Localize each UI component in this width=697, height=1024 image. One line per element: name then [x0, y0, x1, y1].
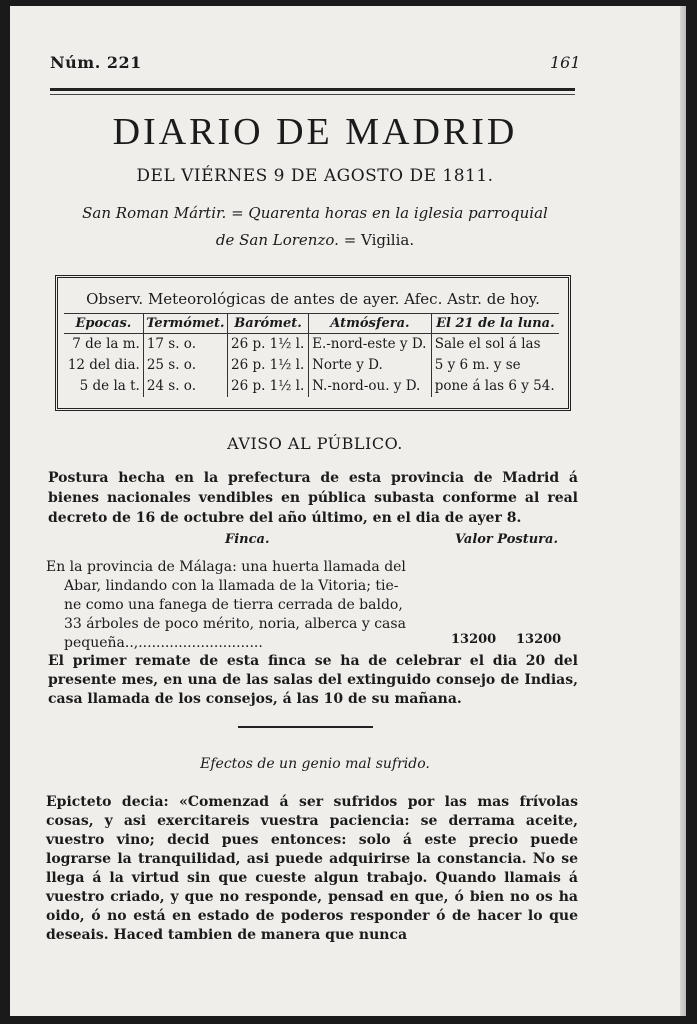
- masthead-title: DIARIO DE MADRID: [112, 111, 518, 153]
- cell: 7 de la m.: [72, 336, 140, 352]
- weather-table-header-row: [64, 314, 559, 334]
- cell: 26 p. 1½ l.: [227, 334, 308, 356]
- cell: 26 p. 1½ l.: [227, 376, 308, 397]
- header-rule-thick: [50, 88, 575, 91]
- efectos-text: Epicteto decia: «Comenzad á ser sufridos por las mas frívolas cosas, y asi exercitareis vuestra paciencia: se derrama aceite, vuestro vino; decid pues entonces: solo á este precio puede lograrse la tranquilidad, asi puede adquirirse la constancia. No se llega á la virtud sin que cueste algun trabajo. Quando llamais á vuestro criado, y que no responde, pensad en que, ó bien no os ha oido, ó no está en estado de poderos responder ó de hacer lo que deseais. Haced tambien de manera que nunca: [46, 794, 578, 943]
- efectos-title: Efectos de un genio mal sufrido.: [200, 756, 430, 772]
- postura-amount: 13200: [516, 632, 562, 647]
- finca-line: En la provincia de Málaga: una huerta llamada del: [46, 559, 406, 575]
- finca-description: [46, 558, 426, 653]
- col-luna: El 21 de la luna.: [431, 314, 559, 334]
- finca-label: Finca.: [225, 532, 270, 547]
- aviso-intro: Postura hecha en la prefectura de esta provincia de Madrid á bienes nacionales vendibles en pública subasta conforme al real decreto de 16 de octubre del año último, en el dia de ayer 8.: [48, 470, 578, 526]
- cell: 5 y 6 m. y se: [431, 355, 559, 376]
- col-baromet: Barómet.: [227, 314, 308, 334]
- saints-line-1: San Roman Mártir. = Quarenta horas en la iglesia parroquial: [82, 204, 548, 222]
- finca-line: 33 árboles de poco mérito, noria, alberca y casa: [64, 616, 406, 632]
- cell: 5 de la t.: [79, 378, 140, 394]
- col-termomet: Termómet.: [143, 314, 227, 334]
- cell: E.-nord-este y D.: [309, 334, 432, 356]
- cell: N.-nord-ou. y D.: [309, 376, 432, 397]
- header-rule-thin: [50, 94, 575, 95]
- masthead-date: DEL VIÉRNES 9 DE AGOSTO DE 1811.: [136, 166, 494, 186]
- cell: 24 s. o.: [143, 376, 227, 397]
- cell: 17 s. o.: [143, 334, 227, 356]
- newspaper-page: [10, 6, 682, 1016]
- cell: pone á las 6 y 54.: [431, 376, 559, 397]
- col-epocas: Epocas.: [64, 314, 143, 334]
- cell: Norte y D.: [309, 355, 432, 376]
- aviso-title: AVISO AL PÚBLICO.: [227, 434, 403, 453]
- section-divider: [238, 726, 373, 728]
- weather-table-box: [55, 275, 571, 411]
- weather-table-heading: Observ. Meteorológicas de antes de ayer. Afec. Astr. de hoy.: [86, 290, 540, 308]
- table-row: [64, 334, 559, 356]
- table-row: [64, 355, 559, 376]
- cell: 12 del dia.: [67, 357, 140, 373]
- col-atmosfera: Atmósfera.: [309, 314, 432, 334]
- finca-line: pequeña..,............................: [64, 635, 263, 651]
- weather-table: [64, 313, 559, 397]
- cell: 26 p. 1½ l.: [227, 355, 308, 376]
- saints-line-2-church: de San Lorenzo.: [215, 231, 339, 249]
- saints-line-2: [50, 231, 580, 249]
- valor-postura-label: Valor Postura.: [455, 532, 558, 547]
- cell: Sale el sol á las: [431, 334, 559, 356]
- page-number: 161: [550, 53, 581, 72]
- remate-paragraph: El primer remate de esta finca se ha de celebrar el dia 20 del presente mes, en una de las salas del extinguido consejo de Indias, casa llamada de los consejos, á las 10 de su mañana.: [48, 653, 578, 707]
- table-row: [64, 376, 559, 397]
- issue-number: Núm. 221: [50, 53, 142, 72]
- finca-line: Abar, lindando con la llamada de la Vitoria; tie-: [64, 578, 399, 594]
- valor-amount: 13200: [451, 632, 497, 647]
- finca-line: ne como una fanega de tierra cerrada de baldo,: [64, 597, 403, 613]
- cell: 25 s. o.: [143, 355, 227, 376]
- saints-line-2-vigil: = Vigilia.: [343, 231, 415, 249]
